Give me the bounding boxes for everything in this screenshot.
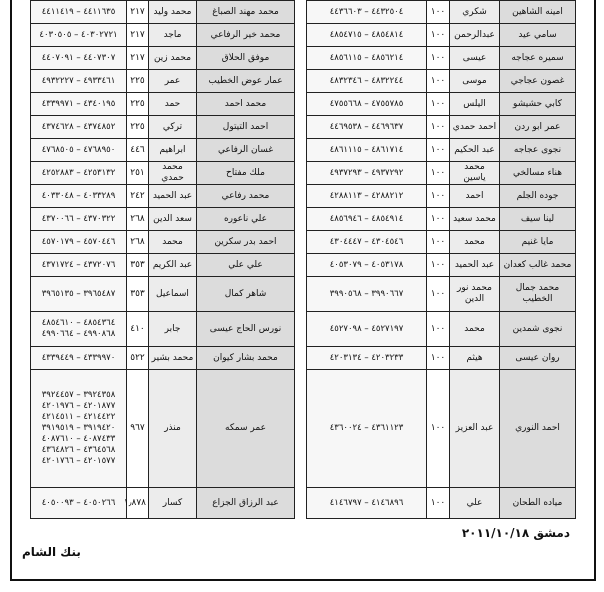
subscriber-name: ملك مفتاح	[197, 162, 295, 185]
father-name: محمد	[450, 312, 500, 347]
father-name: سعد الدين	[149, 208, 197, 231]
right-table-row	[307, 139, 576, 162]
phone-numbers: ٤٤٦٩٦٣٧ – ٤٤٦٩٥٣٨	[307, 116, 427, 139]
father-name: محمد بشير	[149, 347, 197, 370]
left-table-row	[31, 93, 295, 116]
subscriber-name: محمد مهند الصباغ	[197, 1, 295, 24]
father-name: محمد وليد	[149, 1, 197, 24]
right-table-row	[307, 185, 576, 208]
father-name: علي	[450, 488, 500, 519]
phone-numbers: ٤٥٧٠٤٤٦ – ٤٥٧٠١٧٩	[31, 231, 127, 254]
phone-numbers: ٤٩٣٣٤٦١ – ٤٩٣٢٢٢٧	[31, 70, 127, 93]
subscriber-name: عمر سمكه	[197, 370, 295, 488]
right-table-row	[307, 93, 576, 116]
father-name: محمد ياسين	[450, 162, 500, 185]
subscriber-name: لينا سيف	[500, 208, 576, 231]
subscriber-name: نورس الحاج عيسى	[197, 312, 295, 347]
phone-numbers: ٤٠٥٣١٧٨ – ٤٠٥٣٠٧٩	[307, 254, 427, 277]
right-table-row	[307, 70, 576, 93]
share-count: ١٠٠	[427, 1, 450, 24]
left-table-row	[31, 347, 295, 370]
share-count: ١٠٠	[427, 70, 450, 93]
father-name: هيثم	[450, 347, 500, 370]
phone-numbers	[31, 370, 127, 488]
date-line: دمشق ٢٠١١/١٠/١٨	[461, 526, 570, 540]
father-name: محمد حمدي	[149, 162, 197, 185]
phone-numbers: ٤٨٥٤٩١٤ – ٤٨٥٦٩٤٦	[307, 208, 427, 231]
subscriber-name: احمد بدر سكرين	[197, 231, 295, 254]
father-name: عبدالرحمن	[450, 24, 500, 47]
subscriber-name: علي ناعوره	[197, 208, 295, 231]
phone-numbers: ٤٣٤٠١٩٥ – ٤٣٣٩٩٧١	[31, 93, 127, 116]
share-count: ١٠٠	[427, 347, 450, 370]
father-name: اليلس	[450, 93, 500, 116]
left-table-row	[31, 47, 295, 70]
subscriber-name: عبد الرزاق الجزاع	[197, 488, 295, 519]
share-count: ٢٥١	[127, 162, 149, 185]
phone-numbers: ٤٥٢٧١٩٧ – ٤٥٢٧٠٩٨	[307, 312, 427, 347]
share-count: ٢٤٢	[127, 185, 149, 208]
bank-name: بنك الشام	[22, 545, 81, 559]
phone-line: ٣٩١٩٤٢٠ – ٣٩١٩٥١٩	[41, 423, 116, 433]
right-table-row	[307, 370, 576, 488]
phone-line: ٤٢٠١٨٧٧ – ٤٢٠١٩٧٦	[41, 401, 116, 411]
share-count: ١٠٠	[427, 231, 450, 254]
phone-numbers: ٤١٤٦٨٩٦ – ٤١٤٦٧٩٧	[307, 488, 427, 519]
subscriber-name: جوده الجلم	[500, 185, 576, 208]
left-table-row	[31, 208, 295, 231]
share-count: ٣٥٣	[127, 277, 149, 312]
father-name: اسماعيل	[149, 277, 197, 312]
father-name: محمد نور الدين	[450, 277, 500, 312]
phone-numbers: ٤٨٣٢٢٤٤ – ٤٨٣٢٣٤٦	[307, 70, 427, 93]
subscriber-name: موفق الحلاق	[197, 47, 295, 70]
left-table-row	[31, 370, 295, 488]
right-table-row	[307, 254, 576, 277]
right-table-row	[307, 116, 576, 139]
father-name: عبد الحميد	[450, 254, 500, 277]
father-name: محمد زين	[149, 47, 197, 70]
phone-numbers: ٤٣٧٤٨٥٢ – ٤٣٧٤٦٢٨	[31, 116, 127, 139]
right-table-row	[307, 312, 576, 347]
phone-numbers	[31, 312, 127, 347]
share-count: ١٠٠	[427, 162, 450, 185]
phone-numbers: ٤٨٥٤٨١٤ – ٤٨٥٤٧١٥	[307, 24, 427, 47]
share-count: ١٠٠	[427, 370, 450, 488]
share-count: ٥٢٢	[127, 347, 149, 370]
phone-numbers: ٤٠٣٣٢٨٩ – ٤٠٣٣٠٤٨	[31, 185, 127, 208]
phone-numbers: ٤٣٠٤٥٤٦ – ٤٣٠٤٤٤٧	[307, 231, 427, 254]
father-name: عبد الحكيم	[450, 139, 500, 162]
right-table-row	[307, 208, 576, 231]
phone-numbers: ٣٩٩٠٦٦٧ – ٣٩٩٠٥٦٨	[307, 277, 427, 312]
share-count: ١٠٠	[427, 24, 450, 47]
subscriber-name: غصون عجاجي	[500, 70, 576, 93]
phone-numbers: ٤٢٠٣٢٣٣ – ٤٢٠٣١٣٤	[307, 347, 427, 370]
father-name: موسى	[450, 70, 500, 93]
left-table-row	[31, 312, 295, 347]
subscriber-name: محمد خير الرفاعي	[197, 24, 295, 47]
father-name: شكري	[450, 1, 500, 24]
subscriber-name: محمد رفاعي	[197, 185, 295, 208]
right-table-row	[307, 231, 576, 254]
subscriber-name: مايا غنيم	[500, 231, 576, 254]
father-name: محمد	[450, 231, 500, 254]
share-count: ١٠٠	[427, 139, 450, 162]
share-count: ١٠٠	[427, 185, 450, 208]
phone-numbers: ٤٠٥٠٢٦٦ – ٤٠٥٠٠٩٣	[31, 488, 127, 519]
phone-numbers: ٤٧٥٥٧٨٥ – ٤٧٥٥٦٦٨	[307, 93, 427, 116]
share-count: ١٫٨٧٨	[127, 488, 149, 519]
share-count: ٤٤٦	[127, 139, 149, 162]
share-count: ١٠٠	[427, 116, 450, 139]
share-count: ٢٦٨	[127, 231, 149, 254]
right-table-row	[307, 162, 576, 185]
share-count: ٢١٧	[127, 47, 149, 70]
subscriber-name: نجوى شمدين	[500, 312, 576, 347]
share-count: ٢١٧	[127, 24, 149, 47]
phone-numbers: ٤٢٨٨٢١٢ – ٤٢٨٨١١٣	[307, 185, 427, 208]
phone-line: ٤٢٠١٥٧٧ – ٤٢٠١٧٦٦	[41, 456, 116, 466]
share-count: ٢٢٥	[127, 93, 149, 116]
subscriber-name: محمد غالب كعدان	[500, 254, 576, 277]
phone-numbers: ٤٧٦٨٩٥٠ – ٤٧٦٨٥٠٥	[31, 139, 127, 162]
subscriber-name: روان عيسى	[500, 347, 576, 370]
phone-line: ٤٩٩٠٨٦٨ – ٤٩٩٠٦٦٤	[41, 329, 116, 339]
subscriber-name: نجوى عجاجه	[500, 139, 576, 162]
father-name: تركي	[149, 116, 197, 139]
phone-line: ٤٢١٤٤٢٢ – ٤٢١٤٥١١	[41, 412, 116, 422]
phone-numbers: ٤٠٣٠٢٧٢١ – ٤٠٣٠٥٠٥	[31, 24, 127, 47]
left-table-row	[31, 70, 295, 93]
phone-line: ٤٠٨٧٤٣٣ – ٤٠٨٧٦١٠	[41, 434, 116, 444]
left-table-row	[31, 185, 295, 208]
subscriber-name: سامي عيد	[500, 24, 576, 47]
share-count: ٢٦٨	[127, 208, 149, 231]
father-name: ماجد	[149, 24, 197, 47]
subscriber-table-left	[30, 0, 295, 519]
subscriber-name: عمر ابو ردن	[500, 116, 576, 139]
left-table-row	[31, 139, 295, 162]
share-count: ٩٦٧	[127, 370, 149, 488]
subscriber-name: سميره عجاجه	[500, 47, 576, 70]
subscriber-name: شاهر كمال	[197, 277, 295, 312]
father-name: احمد	[450, 185, 500, 208]
share-count: ١٠٠	[427, 488, 450, 519]
subscriber-name: هناء مسالخي	[500, 162, 576, 185]
subscriber-name: امينه الشاهين	[500, 1, 576, 24]
father-name: عبد الكريم	[149, 254, 197, 277]
share-count: ١٠٠	[427, 47, 450, 70]
phone-numbers: ٤٣٧٠٣٢٢ – ٤٣٧٠٠٦٦	[31, 208, 127, 231]
father-name: جابر	[149, 312, 197, 347]
phone-line: ٣٩٢٤٣٥٨ – ٣٩٢٤٤٥٧	[41, 390, 116, 400]
phone-numbers: ٤٤٣٢٥٠٤ – ٤٤٣٦٦٠٣	[307, 1, 427, 24]
right-table-row	[307, 488, 576, 519]
phone-line: ٤٣٦٤٥٦٨ – ٤٣٦٤٨٢٦	[41, 445, 116, 455]
phone-line: ٤٨٥٤٣٦٤ – ٤٨٥٤٦١٠	[41, 318, 116, 328]
phone-numbers: ٤٤١١٦٣٥ – ٤٤١١٤١٩	[31, 1, 127, 24]
phone-numbers: ٤٤٠٧٣٠٧ – ٤٤٠٧٠٩١	[31, 47, 127, 70]
share-count: ١٠٠	[427, 93, 450, 116]
subscriber-name: مياده الطحان	[500, 488, 576, 519]
left-table-row	[31, 277, 295, 312]
share-count: ٢٢٥	[127, 116, 149, 139]
phone-numbers: ٤٩٣٧٢٩٢ – ٤٩٣٧٢٩٣	[307, 162, 427, 185]
father-name: ابراهيم	[149, 139, 197, 162]
right-table-row	[307, 347, 576, 370]
right-table-row	[307, 277, 576, 312]
share-count: ٣٥٣	[127, 254, 149, 277]
subscriber-name: عمار عوض الخطيب	[197, 70, 295, 93]
phone-numbers: ٤٢٥٣١٣٢ – ٤٢٥٢٨٨٣	[31, 162, 127, 185]
share-count: ١٠٠	[427, 277, 450, 312]
father-name: حمد	[149, 93, 197, 116]
phone-numbers: ٤٣٧٢٠٧٦ – ٤٣٧١٧٢٤	[31, 254, 127, 277]
subscriber-name: كابي حشيشو	[500, 93, 576, 116]
left-table-row	[31, 162, 295, 185]
right-table-row	[307, 47, 576, 70]
subscriber-name: محمد احمد	[197, 93, 295, 116]
father-name: محمد	[149, 231, 197, 254]
phone-numbers: ٤٨٦١٧١٤ – ٤٨٦١١١٥	[307, 139, 427, 162]
father-name: منذر	[149, 370, 197, 488]
share-count: ٢٢٥	[127, 70, 149, 93]
left-table-row	[31, 1, 295, 24]
share-count: ١٠٠	[427, 208, 450, 231]
subscriber-name: احمد التيتول	[197, 116, 295, 139]
left-table-row	[31, 24, 295, 47]
father-name: عيسى	[450, 47, 500, 70]
phone-numbers: ٤٣٦١١٢٣ – ٤٣٦٠٠٢٤	[307, 370, 427, 488]
share-count: ٤١٠	[127, 312, 149, 347]
father-name: عمر	[149, 70, 197, 93]
subscriber-table-right	[306, 0, 576, 519]
phone-numbers: ٤٨٥٦٢١٤ – ٤٨٥٦١١٥	[307, 47, 427, 70]
left-table-row	[31, 116, 295, 139]
left-table-row	[31, 254, 295, 277]
share-count: ١٠٠	[427, 312, 450, 347]
subscriber-name: غسان الرفاعي	[197, 139, 295, 162]
right-table-row	[307, 1, 576, 24]
father-name: عبد العزيز	[450, 370, 500, 488]
subscriber-name: احمد النوري	[500, 370, 576, 488]
phone-numbers: ٣٩٦٥٤٨٧ – ٣٩٦٥١٣٥	[31, 277, 127, 312]
father-name: احمد حمدي	[450, 116, 500, 139]
father-name: محمد سعيد	[450, 208, 500, 231]
share-count: ١٠٠	[427, 254, 450, 277]
subscriber-name: محمد بشار كيوان	[197, 347, 295, 370]
subscriber-name: علي علي	[197, 254, 295, 277]
share-count: ٢١٧	[127, 1, 149, 24]
right-table-row	[307, 24, 576, 47]
left-table-row	[31, 231, 295, 254]
father-name: كسار	[149, 488, 197, 519]
father-name: عبد الحميد	[149, 185, 197, 208]
left-table-row	[31, 488, 295, 519]
phone-numbers: ٤٣٣٩٩٧٠ – ٤٣٣٩٤٤٩	[31, 347, 127, 370]
subscriber-name: محمد جمال الخطيب	[500, 277, 576, 312]
